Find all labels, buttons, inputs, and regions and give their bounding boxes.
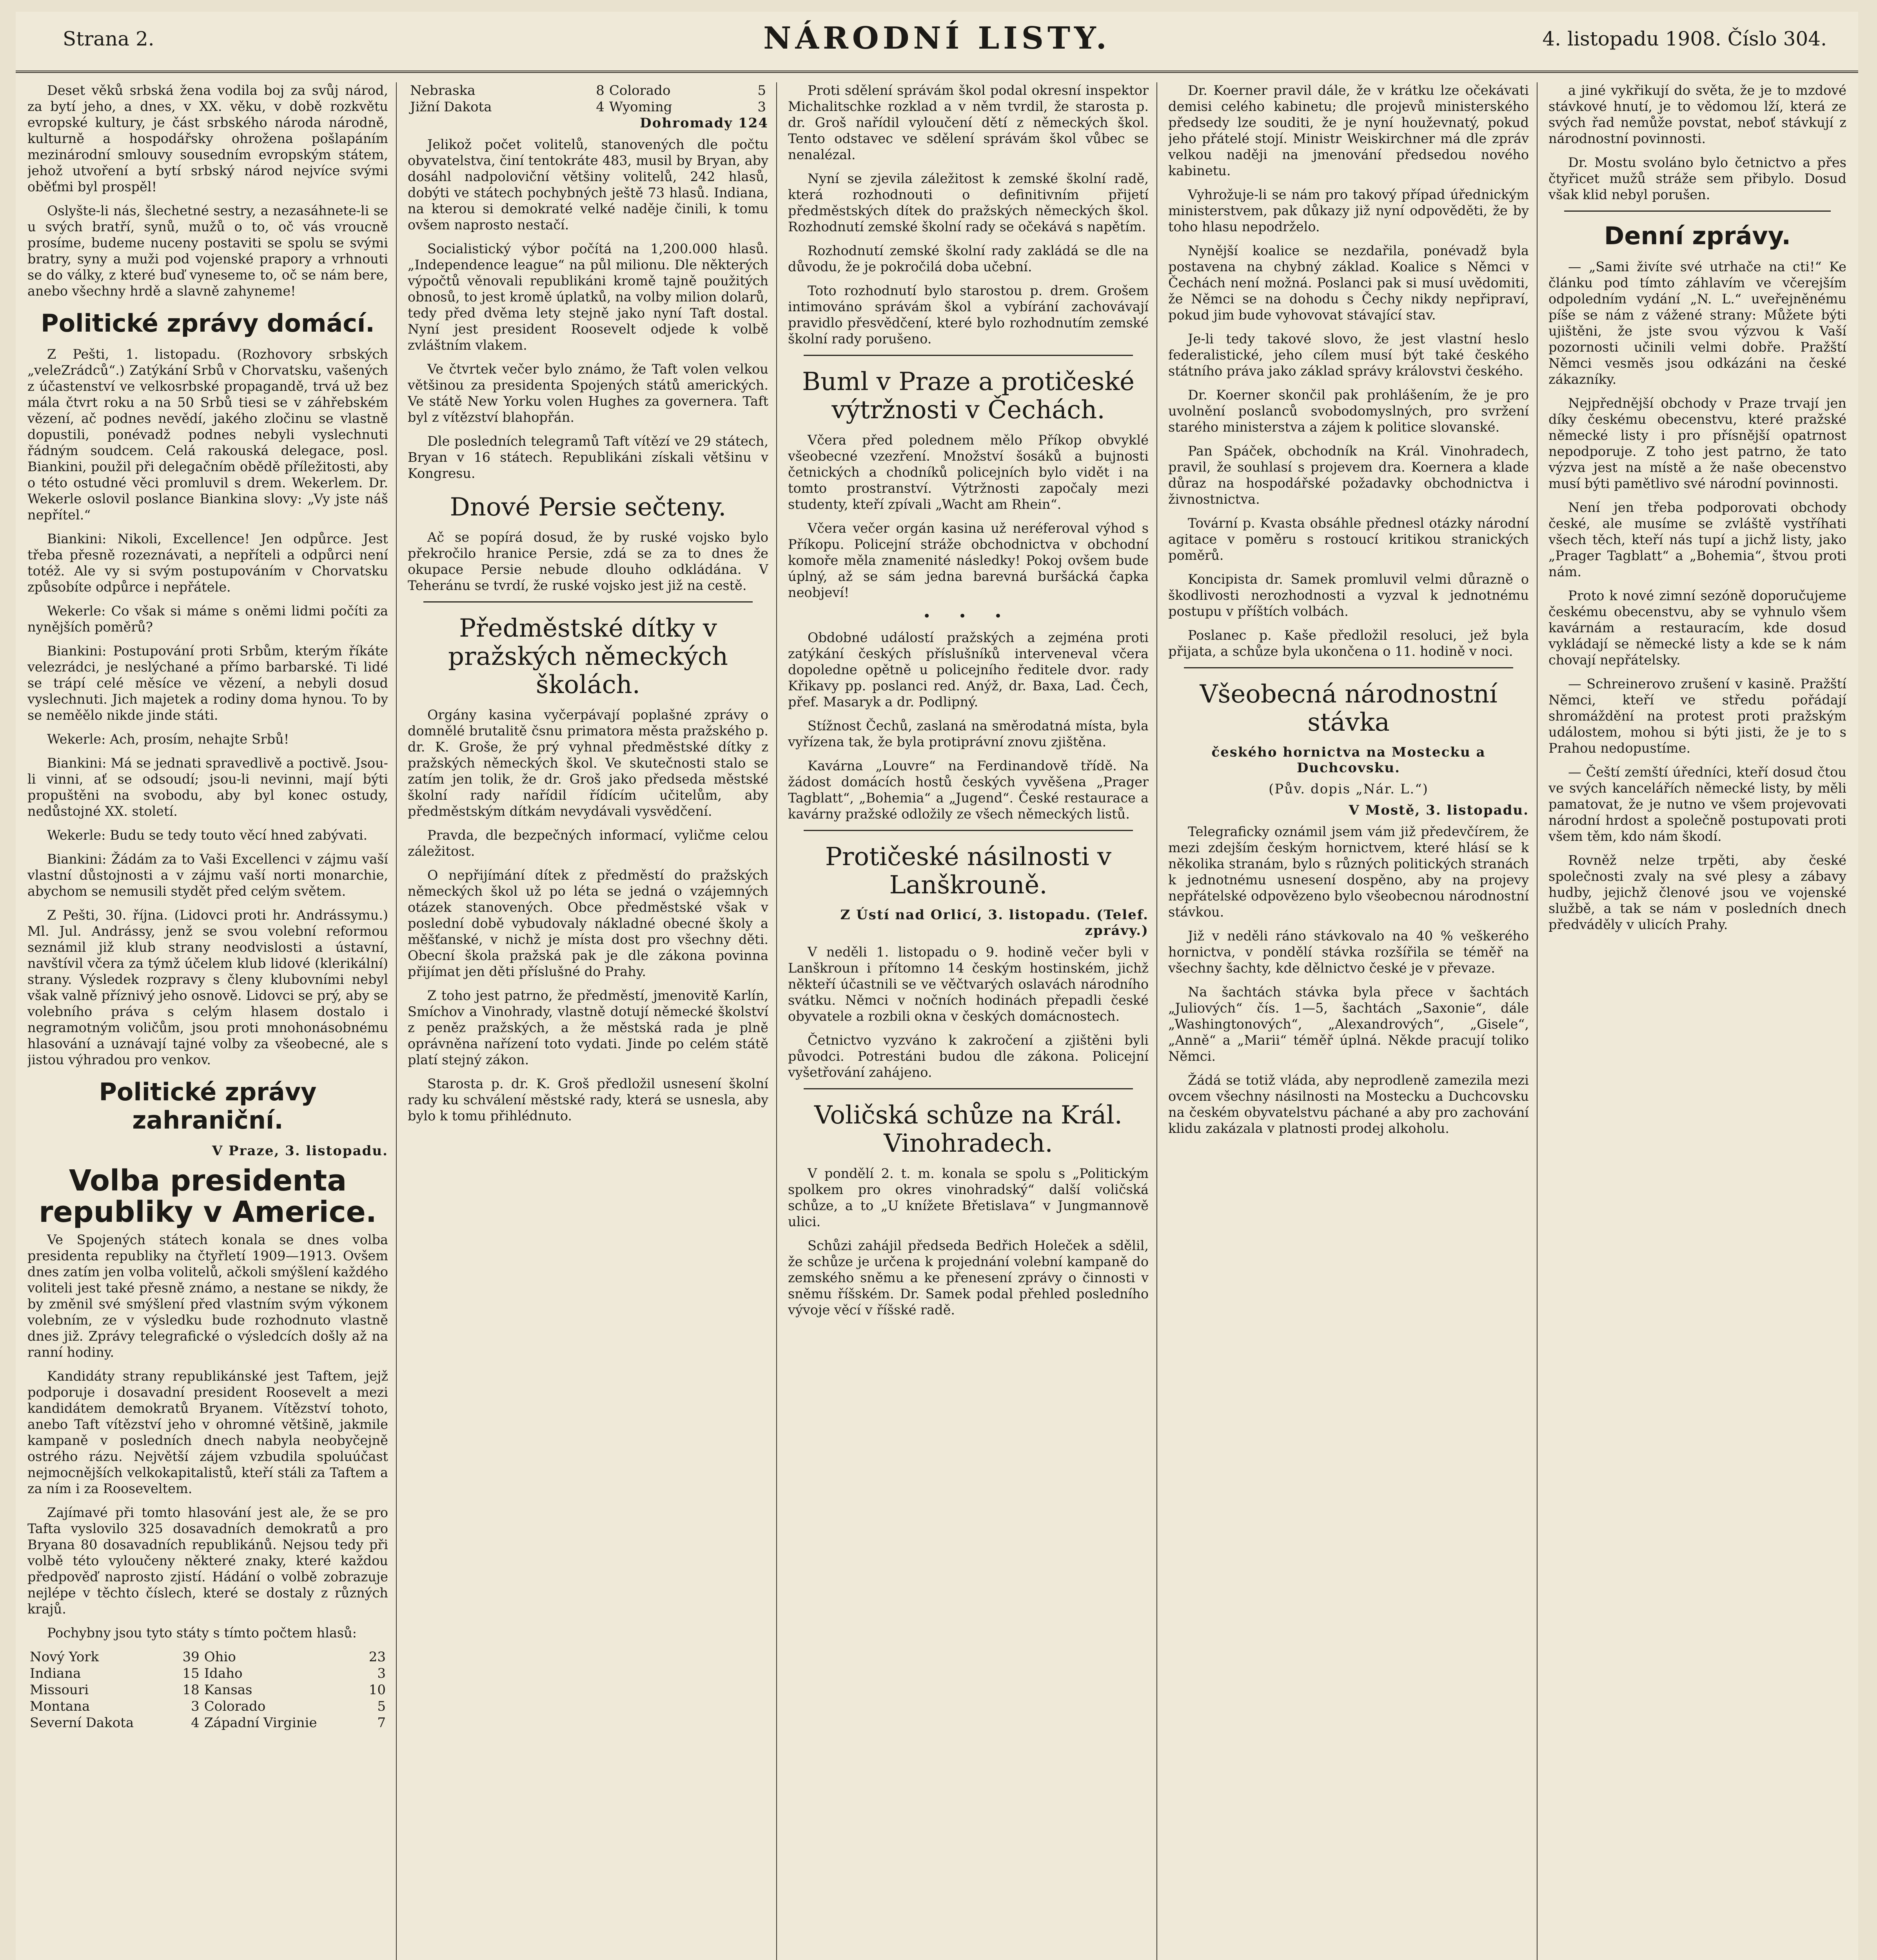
article-subtitle-strike: českého hornictva na Mostecku a Duchcovsku. (1211, 744, 1486, 776)
article-title-strike: Všeobecná národnostní stávka (1200, 680, 1498, 737)
paragraph: — „Sami živíte své utrhače na cti!“ Ke článku pod tímto záhlavím ve včerejším odpoledním vydání „N. L.“ uveřejněnému píše se nám z vážené strany: Můžete býti ujištěni, že jste svou výzvou k Vaší pozornosti učinili velmi dobře. Pražští Němci vesměs jsou odkázáni na české zákazníky. (1548, 259, 1846, 387)
article-title-violence: Protičeské násilnosti v Lanškrouně. (825, 842, 1112, 900)
source-note: (Pův. dopis „Nár. L.“) (1269, 781, 1429, 797)
article-title-meeting: Voličská schůze na Král. Vinohradech. (814, 1101, 1122, 1158)
paragraph: Dr. Mostu svoláno bylo četnictvo a přes čtyřicet mužů stráže sem přibylo. Dosud však klid nebyl porušen. (1548, 155, 1846, 202)
state-votes: 7 (377, 1715, 386, 1731)
newspaper-page (16, 12, 1858, 1960)
paragraph: Již v neděli ráno stávkovalo na 40 % veškerého hornictva, v pondělí stávka rozšířila se téměř na všechny šachty, kde dělnictvo české je v převaze. (1168, 928, 1529, 976)
column-4 (1168, 82, 1529, 1960)
divider (804, 1088, 1133, 1089)
state-votes: 3 (757, 99, 766, 115)
paragraph: Wekerle: Budu se tedy touto věcí hned zabývati. (47, 828, 368, 843)
state-name: Montana (30, 1699, 90, 1714)
paragraph: Deset věků srbská žena vodila boj za svůj národ, za bytí jeho, a dnes, v XX. věku, v době rozkvětu evropské kultury, je část srbského národa národně, kulturně a hospodářsky ohrožena pošlapáním mezinárodní smlouvy sousedním evropským státem, jehož utvoření a bytí srbský národ nejvíce svými oběťmi byl prospěl! (27, 83, 388, 194)
paragraph: Oslyšte-li nás, šlechetné sestry, a nezasáhnete-li se u svých bratří, synů, mužů o to, oč vás vroucně prosíme, budeme nuceny postaviti se spolu se svými bratry, syny a muži pod vojenské prapory a vrhnouti se do války, z které buď vyneseme to, oč se nám bere, anebo všechny hrdě a slavně zahyneme! (27, 203, 388, 299)
column-1 (27, 82, 388, 1960)
paragraph: Jelikož počet volitelů, stanovených dle počtu obyvatelstva, činí tentokráte 483, musil by Bryan, aby dosáhl nadpoloviční většiny volitelů, 242 hlasů, dobýti ve státech pochybných ještě 73 hlasů. Indiana, na kterou si demokraté velké naděje činili, k tomu ovšem naprosto nestačí. (408, 137, 768, 232)
paragraph: Proto k nové zimní sezóně doporučujeme českému obecenstvu, aby se vyhnulo všem kavárnám a restauracím, kde dosud vykládají se německé listy a kde se k nám chovají nepřátelsky. (1548, 588, 1846, 668)
paragraph: Pravda, dle bezpečných informací, vyličme celou záležitost. (408, 828, 768, 859)
section-title-news: Denní zprávy. (1604, 221, 1791, 250)
table-row (408, 99, 768, 115)
date-and-issue: 4. listopadu 1908. Číslo 304. (1542, 27, 1827, 50)
paragraph: Nejpřednější obchody v Praze trvají jen díky českému obecenstvu, které pražské německé listy i pro přísnější opatrnost nepodporuje. Z toho jest patrno, že tato výzva jest na místě a že naše obecenstvo musí býti pamětlivo své národní povinnosti. (1548, 396, 1846, 491)
paragraph: Z Pešti, 30. října. (Lidovci proti hr. Andrássymu.) Ml. Jul. Andrássy, jenž se svou volební reformou seznámil již klub strany neodvislosti a ústavní, navštívil včera za týmž účelem klub lidové (klerikální) strany. Výsledek rozpravy s členy klubovními nebyl však valně příznivý jeho osnově. Lidovci se prý, aby se volebního práva s celým hlasem dostalo i negramotným voličům, jsou proti mnohonásobnému hlasování a uznávají tajné volby za všeobecné, ale s jistou výhradou pro venkov. (27, 907, 388, 1067)
paragraph: Dr. Koerner skončil pak prohlášením, že je pro uvolnění poslanců svobodomyslných, pro svržení starého ministerstva a zájem k politice slovanské. (1168, 387, 1529, 435)
state-name: Jižní Dakota (410, 99, 492, 115)
states-table (27, 1649, 388, 1731)
paragraph: Telegraficky oznámil jsem vám již předevčírem, že mezi zdejším českým hornictvem, které hlásí se k několika stranám, bylo s různých politických stranách k jednotnému usnesení dospěno, aby na projevy nepřátelské odpovězeno bylo všeobecnou národnostní stávkou. (1168, 824, 1529, 920)
paragraph: Kavárna „Louvre“ na Ferdinandově třídě. Na žádost domácích hostů českých vyvěšena „Prager Tagblatt“, „Bohemia“ a „Jugend“. České restaurace a kavárny pražské odložily ze všech německých listů. (788, 758, 1149, 822)
paragraph: Biankini: Žádám za to Vaši Excellenci v zájmu vaší vlastní důstojnosti a v zájmu vaší norti monarchie, abychom se nemusili stydět před celým světem. (27, 851, 388, 899)
state-name: Ohio (204, 1649, 236, 1665)
paragraph: Vyhrožuje-li se nám pro takový případ úřednickým ministerstvem, pak důkazy již nyní odpověděti, že by toho hlasu nepodrželo. (1168, 187, 1529, 234)
paragraph: Kandidáty strany republikánské jest Taftem, jejž podporuje i dosavadní president Roosevelt a mezi kandidátem demokratů Bryanem. Vítězství tohoto, anebo Taft vítězství jeho v ohromné většině, jakmile kampaně v posledních dnech nabyla neobyčejně ostrého rázu. Největší zájem vzbudila spoluúčast nejmocnějších velkokapitalistů, kteří stáli za Taftem a za ním i za Rooseveltem. (27, 1368, 388, 1496)
paragraph: Rozhodnutí zemské školní rady zakládá se dle na důvodu, že je pokročilá doba učební. (788, 243, 1149, 274)
section-title-foreign: Politické zprávy zahraniční. (99, 1078, 317, 1134)
paragraph: Ve čtvrtek večer bylo známo, že Taft volen velkou většinou za presidenta Spojených států amerických. Ve státě New Yorku volen Hughes za governera. Taft byl z vítězství blahopřán. (408, 361, 768, 425)
paragraph: Pan Spáček, obchodník na Král. Vinohradech, pravil, že souhlasí s projevem dra. Koernera a klade důraz na hospodářské požadavky obchodnictva i živnostnictva. (1168, 443, 1529, 507)
paragraph: Orgány kasina vyčerpávají poplašné zprávy o domnělé brutalitě čsnu primatora města pražského p. dr. K. Groše, že prý vyhnal předměstské dítky z pražských německých škol. Ve skutečnosti stalo se zatím jen tolik, že dr. Groš jako předseda městské školní rady nařídil řídícím učitelům, aby předměstským dítkám nevydávali vysvědčení. (408, 707, 768, 819)
page-number: Strana 2. (63, 27, 154, 50)
state-name: Nebraska (410, 83, 476, 98)
state-votes: 4 (596, 99, 604, 115)
paragraph: Rovněž nelze trpěti, aby české společnosti zvaly na své plesy a zábavy hudby, jejichž členové jsou ve vojenské službě, a tak se nám v posledních dnech předváděly v ulicích Prahy. (1548, 853, 1846, 932)
paragraph: Na šachtách stávka byla přece v šachtách „Juliových“ čís. 1—5, šachtách „Saxonie“, dále „Washingtonových“, „Alexandrových“, „Gisele“, „Anně“ a „Marii“ téměř úplná. Někde pracují toliko Němci. (1168, 984, 1529, 1064)
states-table-continued (408, 82, 768, 115)
state-votes: 39 (182, 1649, 200, 1665)
state-votes: 3 (191, 1699, 200, 1714)
table-row (27, 1665, 388, 1682)
paragraph: O nepřijímání dítek z předměstí do pražských německých škol už po léta se jedná o vzájemných otázek stanovených. Obce předměstské však v poslední době vybudovaly nákladné obecné školy a měšťanské, v nichž je místa dost pro všechny děti. Obecní škola pražská pak je dle zákona povinna přijímat jen děti příslušné do Prahy. (408, 867, 768, 979)
state-votes: 18 (182, 1682, 200, 1698)
divider (423, 601, 753, 603)
paragraph: Četnictvo vyzváno k zakročení a zjištěni byli původci. Potrestáni budou dle zákona. Policejní vyšetřování zahájeno. (788, 1033, 1149, 1080)
state-votes: 5 (377, 1699, 386, 1714)
column-2 (408, 82, 768, 1960)
paragraph: Nynější koalice se nezdařila, ponévadž byla postavena na chybný základ. Koalice s Němci v Čechách není možná. Poslanci pak si musí uvědomiti, že Němci se na dohodu s Čechy nikdy nepřipraví, pokud jim bude vyhovovat stávající stav. (1168, 243, 1529, 323)
state-votes: 4 (191, 1715, 200, 1731)
state-name: Missouri (30, 1682, 89, 1698)
paragraph: Proti sdělení správám škol podal okresní inspektor Michalitschke rozklad a v něm tvrdil, že starosta p. dr. Groš nařídil vyloučení dětí z německých škol. Tento odstavec ve sdělení správám škol vůbec se nenalézal. (788, 83, 1149, 162)
paragraph: Biankini: Nikoli, Excellence! Jen odpůrce. Jest třeba přesně rozeznávati, a nepříteli a odpůrci není totéž. Ale vy si svým postupováním v Chorvatsku způsobíte odpůrce i nepřátele. (27, 531, 388, 595)
paragraph: Biankini: Má se jednati spravedlivě a poctivě. Jsou-li vinni, ať se odsoudí; jsou-li nevinni, mají býti propuštěni na svobodu, aby byl konec ostudy, nedůstojné XX. století. (27, 755, 388, 819)
table-row (27, 1649, 388, 1665)
state-votes: 5 (757, 83, 766, 98)
paragraph: Dr. Koerner pravil dále, že v krátku lze očekávati demisi celého kabinetu; dle projevů ministerského předsedy lze souditi, že je nyní houževnatý, pokud jeho přátelé stojí. Ministr Weiskirchner má dle zpráv velkou naději na jmenování předsedou nového kabinetu. (1168, 83, 1529, 178)
paragraph: Starosta p. dr. K. Groš předložil usnesení školní rady ku schválení městské rady, která se usnesla, aby bylo k tomu přihlédnuto. (408, 1076, 768, 1123)
state-votes: 10 (369, 1682, 386, 1698)
article-title-pupils: Předměstské dítky v pražských německých školách. (448, 614, 728, 699)
state-name: Colorado (204, 1699, 266, 1714)
paragraph: Wekerle: Co však si máme s oněmi lidmi počíti za nynějších poměrů? (27, 603, 388, 635)
paragraph: Stížnost Čechů, zaslaná na směrodatná místa, byla vyřízena tak, že byla protiprávní znovu zjištěna. (788, 718, 1149, 750)
page-header (16, 12, 1858, 73)
article-title-president: Volba presidenta republiky v Americe. (39, 1164, 377, 1229)
column-divider (1537, 82, 1538, 1960)
separator: • • • (923, 608, 1014, 624)
paragraph: Není jen třeba podporovati obchody české, ale musíme se zvláště vystříhati všech těch, kteří nás tupí a jichž listy, jako „Prager Tagblatt“ a „Bohemia“, štvou proti nám. (1548, 500, 1846, 579)
state-name: Západní Virginie (204, 1715, 317, 1731)
section-title-domestic: Politické zprávy domácí. (41, 309, 375, 338)
table-row (27, 1715, 388, 1731)
paragraph: Včera před polednem mělo Příkop obvyklé všeobecné vzezření. Množství šosáků a bujnosti četnických a chodníků policejních bylo vidět i na tomto prostranství. Výtržnosti započaly mezi studenty, kteří zpívali „Wacht am Rhein“. (788, 432, 1149, 512)
table-row (27, 1682, 388, 1698)
paragraph: Ve Spojených státech konala se dnes volba presidenta republiky na čtyřletí 1909—1913. Ovšem dnes zatím jen volba volitelů, ačkoli smýšlení každého voliteli jest také přesně známo, a nestane se nikdy, že by změnil své smýšlení před vlastním svým výkonem volebním, ze v výsledku bude rozhodnuto vlastně dnes již. Zprávy telegrafické o výsledcích došly až na ranní hodiny. (27, 1232, 388, 1360)
paragraph: Dle posledních telegramů Taft vítězí ve 29 státech, Bryan v 16 státech. Republikáni získali většinu v Kongresu. (408, 434, 768, 481)
paragraph: Nyní se zjevila záležitost k zemské školní radě, která rozhodnouti o definitivním přijetí předměstských dítek do pražských německých škol. Rozhodnutí zemské školní rady se očekává s napětím. (788, 171, 1149, 234)
column-divider (1156, 82, 1157, 1960)
column-3 (788, 82, 1149, 1960)
state-name: Colorado (609, 83, 671, 98)
paragraph: V neděli 1. listopadu o 9. hodině večer byli v Lanškroun i přítomno 14 českým hostinském, jichž někteří účastnili se ve věčtvarých oslavách národního svátku. Němci v nočních hodinách přepadli české obyvatele a rozbili okna v českých domácnostech. (788, 944, 1149, 1024)
paragraph: — Schreinerovo zrušení v kasině. Pražští Němci, kteří ve středu pořádají shromáždění na protest proti pražským událostem, mohou si býti jisti, že je to s Prahou nedopustíme. (1548, 676, 1846, 756)
article-title-riot: Buml v Praze a protičeské výtržnosti v Čechách. (802, 367, 1135, 425)
paragraph: Toto rozhodnutí bylo starostou p. drem. Grošem intimováno správám škol a vybírání zachovávají pravidlo přesvědčení, které bylo rozhodnutím zemské školní rady porušeno. (788, 283, 1149, 347)
state-votes: 8 (596, 83, 604, 98)
paragraph: Pochybny jsou tyto státy s tímto počtem hlasů: (47, 1625, 357, 1641)
paragraph: Poslanec p. Kaše předložil resoluci, jež byla přijata, a schůze byla ukončena o 11. hodině v noci. (1168, 628, 1529, 659)
paragraph: Ač se popírá dosud, že by ruské vojsko bylo překročilo hranice Persie, zdá se za to dnes že okupace Persie nebude dlouho odkládána. V Teheránu se tvrdí, že ruské vojsko jest již na cestě. (408, 530, 768, 593)
paragraph: — Čeští zemští úředníci, kteří dosud čtou ve svých kancelářích německé listy, by měli pamatovat, že je nutno ve všem projevovati národní hrdost a společně postupovati proti všem těm, kdo nám škodí. (1548, 764, 1846, 844)
dateline: Z Ústí nad Orlicí, 3. listopadu. (Telef. zprávy.) (840, 907, 1149, 938)
paragraph: Z toho jest patrno, že předměstí, jmenovitě Karlín, Smíchov a Vinohrady, vlastně dotují německé školství z peněz pražských, a že městská rada je plně oprávněna nařízení toto vydati. Jinde po celém státě platí stejný zákon. (408, 988, 768, 1067)
dateline: V Mostě, 3. listopadu. (1349, 802, 1529, 818)
state-name: Nový York (30, 1649, 99, 1665)
paragraph: Tovární p. Kvasta obsáhle přednesl otázky národní agitace v poměru s rostoucí kritikou stranických poměrů. (1168, 515, 1529, 563)
table-row (27, 1698, 388, 1715)
paragraph: a jiné vykřikují do světa, že je to mzdové stávkové hnutí, je to vědomou lží, která ze svých řad nemůže povstat, neboť stávkují z národnostní povinnosti. (1548, 83, 1846, 146)
column-5 (1548, 82, 1846, 1960)
state-name: Idaho (204, 1666, 243, 1681)
masthead: NÁRODNÍ LISTY. (763, 20, 1111, 56)
column-divider (396, 82, 397, 1960)
paragraph: Obdobné událostí pražských a zejména proti zatýkání českých příslušníků interveneval včera dopoledne opětně u policejního ředitele dvor. rady Křikavy pp. poslanci red. Anýž, dr. Baxa, Lad. Čech, přef. Masaryk a dr. Podlipný. (788, 630, 1149, 710)
paragraph: Je-li tedy takové slovo, že jest vlastní heslo federalistické, jeho cílem musí být také českého státního práva jako základ správy královstvi českého. (1168, 331, 1529, 379)
state-votes: 3 (377, 1666, 386, 1681)
state-votes: 15 (182, 1666, 200, 1681)
paragraph: V pondělí 2. t. m. konala se spolu s „Politickým spolkem pro okres vinohradský“ další voličská schůze, a to „U knížete Břetislava“ v Jungmannově ulici. (788, 1166, 1149, 1229)
paragraph: Z Pešti, 1. listopadu. (Rozhovory srbských „veleZrádců“.) Zatýkání Srbů v Chorvatsku, vašených z účastenství ve velkosrbské propagandě, trvá už bez mála čtvrt roku a na 50 Srbů tiesi se v záhřebském vězení, ač podnes nevědí, jakého zločinu se vlastně dopustili, ponévadž podnes nebyli vyslechnuti řádným soudcem. Celá rakouská delegace, posl. Biankini, použil při delegačním obědě příležitosti, aby o této ostudné věci promluvil s drem. Wekerlem. Dr. Wekerle oslovil poslance Biankina slovy: „Vy jste náš nepřítel.“ (27, 347, 388, 523)
article-title-persia: Dnové Persie sečteny. (450, 493, 726, 522)
paragraph: Žádá se totiž vláda, aby neprodleně zamezila mezi ovcem všechny násilnosti na Mostecku a Duchcovsku na českém obyvatelstvu páchané a aby pro zachování klidu zakázala v platnosti prodej alkoholu. (1168, 1073, 1529, 1136)
column-divider (776, 82, 777, 1960)
state-name: Severní Dakota (30, 1715, 134, 1731)
paragraph: Biankini: Postupování proti Srbům, kterým říkáte velezrádci, je neslýchané a přímo barbarské. Ti lidé se trápí celé měsíce ve vězení, a nebyli dosud vyslechnuti. Jich majetek a rodiny doma hynou. To by se neměělo nikde jinde státi. (27, 643, 388, 723)
divider (1184, 667, 1513, 668)
state-name: Kansas (204, 1682, 252, 1698)
table-row (408, 82, 768, 99)
paragraph: Socialistický výbor počítá na 1,200.000 hlasů. „Independence league“ na půl milionu. Dle některých výpočtů věnovali republikáni kromě tajně použitých obnosů, to jest kromě úplatků, na volby milion dolarů, tedy před dvěma lety stejně jako nyní Taft dostal. Nyní jest president Roosevelt odjede k volbě zvláštním vlakem. (408, 241, 768, 353)
states-total: Dohromady 124 (640, 115, 768, 131)
divider (804, 355, 1133, 356)
dateline: V Praze, 3. listopadu. (212, 1143, 388, 1159)
paragraph: Schůzi zahájil předseda Bedřich Holeček a sdělil, že schůze je určena k projednání volební kampaně do zemského sněmu a ke přenesení zprávy o činnosti v sněmu říšském. Dr. Samek podal přehled posledního vývoje věcí v říšské radě. (788, 1238, 1149, 1318)
divider (804, 830, 1133, 831)
state-votes: 23 (369, 1649, 386, 1665)
paragraph: Včera večer orgán kasina už neréferoval výhod s Příkopu. Policejní stráže obchodnictva v obchodní komoře měla znamenité následky! Pokoj ovšem bude úplný, až se sám jedna barevná buršácká čapka neobjeví! (788, 521, 1149, 600)
state-name: Indiana (30, 1666, 81, 1681)
paragraph: Wekerle: Ach, prosím, nehajte Srbů! (47, 731, 289, 747)
state-name: Wyoming (609, 99, 672, 115)
divider (1564, 211, 1831, 212)
paragraph: Koncipista dr. Samek promluvil velmi důrazně o škodlivosti nerozhodnosti a vyzval k jednotnému postupu v příštích volbách. (1168, 572, 1529, 619)
paragraph: Zajímavé při tomto hlasování jest ale, že se pro Tafta vyslovilo 325 dosavadních demokratů a pro Bryana 80 dosavadních republikánů. Nejsou tedy při volbě této vyloučeny některé znaky, které každou předpověď naprosto zjistí. Hádání o volbě zobrazuje nejlépe v těchto číslech, které se dostaly z různých krajů. (27, 1505, 388, 1617)
